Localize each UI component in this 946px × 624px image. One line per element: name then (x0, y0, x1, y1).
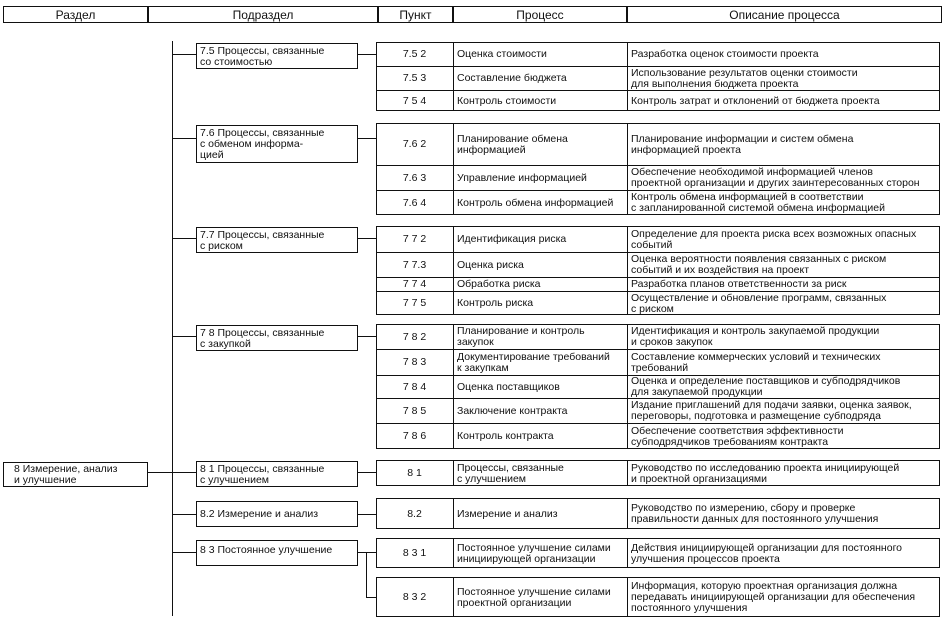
process-description: Обеспечение соответствия эффективности субподрядчиков требованиям контракта (631, 424, 844, 448)
process-group (376, 324, 940, 449)
process-group (376, 498, 940, 529)
process-description: Планирование информации и систем обмена информацией проекта (631, 132, 854, 156)
process-group (376, 538, 940, 568)
group-connector (358, 336, 376, 337)
process-name: Обработка риска (457, 278, 541, 290)
process-group (376, 460, 940, 486)
process-name: Составление бюджета (457, 72, 567, 84)
clause-number: 7.5 3 (402, 72, 427, 84)
subsection-box (196, 125, 358, 163)
process-description: Использование результатов оценки стоимости для выполнения бюджета проекта (631, 66, 858, 90)
sub-connector (172, 54, 196, 55)
subsection-box (196, 540, 358, 566)
process-group (376, 42, 940, 111)
process-description: Определение для проекта риска всех возможных опасных событий (631, 227, 917, 251)
header-subsection-label: Подраздел (232, 7, 294, 22)
subsection-label: 7.6 Процессы, связанные с обменом информа- цией (200, 127, 325, 161)
process-description: Составление коммерческих условий и технических требований (631, 350, 881, 374)
process-name: Идентификация риска (457, 233, 567, 245)
process-name: Контроль обмена информацией (457, 196, 614, 209)
subsection-box (196, 501, 358, 527)
process-name: Управление информацией (457, 171, 587, 184)
header-process-label: Процесс (516, 7, 564, 22)
clause-number: 8 3 1 (402, 547, 427, 559)
header-section-label: Раздел (55, 7, 96, 22)
clause-number: 7 8 6 (402, 430, 427, 442)
clause-number: 7.6 4 (402, 196, 427, 209)
clause-number: 7.6 2 (402, 138, 427, 150)
clause-number: 7 5 4 (402, 94, 427, 107)
subsection-label: 8 3 Постоянное улучшение (200, 544, 333, 556)
header-description (627, 6, 942, 23)
process-description: Разработка оценок стоимости проекта (631, 48, 819, 60)
clause-number: 7 8 5 (402, 404, 427, 417)
group-connector (358, 138, 376, 139)
subsection-box (196, 461, 358, 487)
header-subsection (148, 6, 378, 23)
process-name: Постоянное улучшение силами инициирующей организации (457, 541, 611, 565)
process-description: Контроль затрат и отклонений от бюджета проекта (631, 94, 880, 107)
sub-connector (172, 472, 196, 473)
header-process (453, 6, 627, 23)
header-description-label: Описание процесса (729, 7, 840, 22)
process-name: Измерение и анализ (457, 507, 558, 520)
clause-number: 8.2 (407, 507, 422, 520)
process-name: Контроль риска (457, 297, 534, 309)
clause-number: 8 3 2 (402, 591, 427, 603)
sub-connector (172, 238, 196, 239)
clause-number: 7.5 2 (402, 48, 427, 60)
process-description: Идентификация и контроль закупаемой продукции и сроков закупок (631, 325, 880, 348)
process-description: Обеспечение необходимой информацией членов проектной организации и других заинтересованных сторон (631, 166, 920, 189)
process-name: Заключение контракта (457, 404, 568, 417)
subsection-box (196, 227, 358, 253)
clause-number: 7 8 2 (402, 330, 427, 343)
clause-number: 7 8 4 (402, 380, 427, 393)
subsection-spine (172, 41, 173, 616)
header-clause-label: Пункт (399, 7, 432, 22)
group-connector (366, 597, 376, 598)
process-description: Контроль обмена информацией в соответствии с запланированной системой обмена информацией (631, 191, 885, 214)
subsection-label: 7 8 Процессы, связанные с закупкой (200, 327, 325, 350)
process-name: Планирование и контроль закупок (457, 325, 585, 348)
clause-number: 7 7 4 (402, 278, 427, 290)
section-connector (148, 472, 172, 473)
group-connector (358, 514, 376, 515)
process-group (376, 226, 940, 315)
process-description: Действия инициирующей организации для постоянного улучшения процессов проекта (631, 541, 903, 565)
process-name: Оценка риска (457, 258, 524, 271)
process-group (376, 577, 940, 617)
process-name: Планирование обмена информацией (457, 132, 568, 156)
clause-number: 7 8 3 (402, 356, 427, 368)
subsection-label: 8 1 Процессы, связанные с улучшением (200, 463, 325, 486)
subsection-label: 7.5 Процессы, связанные со стоимостью (200, 45, 325, 68)
process-name: Постоянное улучшение силами проектной организации (457, 585, 611, 609)
process-name: Контроль стоимости (457, 94, 557, 107)
group-connector (358, 54, 376, 55)
process-description: Оценка вероятности появления связанных с риском событий и их воздействия на проект (631, 253, 887, 276)
subsection-box (196, 43, 358, 69)
section-label: 8 Измерение, анализ и улучшение (14, 463, 118, 486)
group-connector (358, 238, 376, 239)
sub-connector (172, 138, 196, 139)
process-description: Оценка и определение поставщиков и субподрядчиков для закупаемой продукции (631, 375, 901, 398)
process-name: Документирование требований к закупкам (457, 350, 610, 374)
clause-number: 8 1 (407, 467, 422, 479)
subsection-label: 7.7 Процессы, связанные с риском (200, 229, 325, 252)
group-connector (358, 552, 376, 553)
clause-number: 7 7 5 (402, 297, 427, 309)
header-section (3, 6, 148, 23)
process-name: Процессы, связанные с улучшением (457, 461, 564, 485)
sub-connector (172, 336, 196, 337)
process-name: Контроль контракта (457, 430, 554, 442)
process-description: Издание приглашений для подачи заявки, оценка заявок, переговоры, подготовка и размещение субподряда (631, 399, 912, 422)
process-description: Руководство по измерению, сбору и проверке правильности данных для постоянного улучшения (631, 502, 879, 525)
clause-number: 7 7.3 (402, 258, 427, 271)
process-name: Оценка стоимости (457, 48, 547, 60)
group-connector (358, 472, 376, 473)
sub-connector (172, 514, 196, 515)
process-description: Руководство по исследованию проекта инициирующей и проектной организациями (631, 461, 900, 485)
sub-connector (172, 552, 196, 553)
subsection-label: 8.2 Измерение и анализ (200, 507, 319, 520)
process-description: Информация, которую проектная организация должна передавать инициирующей организации для обеспечения постоянного улучшения (631, 580, 916, 614)
process-name: Оценка поставщиков (457, 380, 560, 393)
group-link (366, 552, 367, 598)
clause-number: 7 7 2 (402, 233, 427, 245)
process-group (376, 123, 940, 215)
subsection-box (196, 325, 358, 351)
clause-number: 7.6 3 (402, 171, 427, 184)
process-description: Разработка планов ответственности за риск (631, 278, 847, 290)
header-clause (378, 6, 453, 23)
process-description: Осуществление и обновление программ, связанных с риском (631, 291, 887, 315)
section-box (3, 462, 148, 487)
